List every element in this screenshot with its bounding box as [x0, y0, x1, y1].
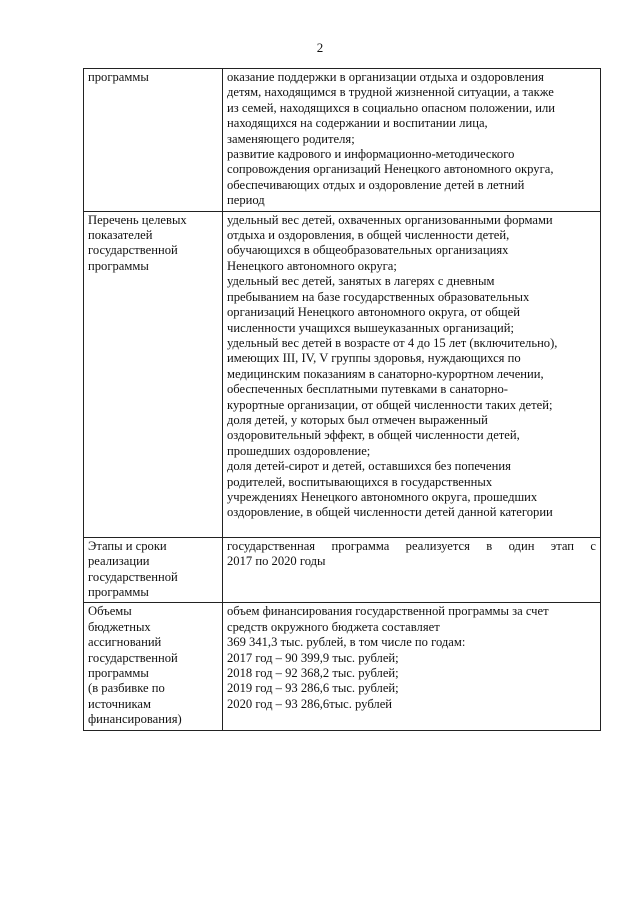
content-line: учреждениях Ненецкого автономного округа, прошедших [227, 489, 538, 504]
content-line: обучающихся в общеобразовательных организациях [227, 243, 509, 258]
content-line: 2020 год – 93 286,6тыс. рублей [227, 696, 393, 711]
label-line: Перечень целевых [88, 212, 187, 227]
content-line: сопровождения организаций Ненецкого автономного округа, [227, 162, 554, 177]
label-line: источникам [88, 696, 151, 711]
content-line: 2018 год – 92 368,2 тыс. рублей; [227, 666, 399, 681]
content-line: доля детей-сирот и детей, оставшихся без попечения [227, 459, 511, 474]
row-content [223, 603, 601, 730]
row-content [223, 537, 601, 603]
content-line: детям, находящимся в трудной жизненной ситуации, а также [227, 85, 554, 100]
row-label [84, 537, 223, 603]
table-row [84, 603, 601, 730]
content-line: 2019 год – 93 286,6 тыс. рублей; [227, 681, 399, 696]
content-line: оздоровительный эффект, в общей численности детей, [227, 428, 520, 443]
label-line: программы [88, 585, 149, 599]
label-line: государственной [88, 569, 178, 584]
content-line: обеспечивающих отдых и оздоровление детей в летний [227, 177, 525, 192]
label-line: программы [88, 666, 149, 681]
row-content [223, 69, 601, 212]
label-line: Объемы [88, 604, 132, 619]
label-line: программы [88, 70, 149, 84]
content-line: курортные организации, от общей численности таких детей; [227, 397, 553, 412]
content-line: развитие кадрового и информационно-методического [227, 147, 515, 162]
content-line: имеющих III, IV, V группы здоровья, нуждающихся по [227, 351, 521, 366]
label-line: ассигнований [88, 635, 162, 650]
content-line: период [227, 193, 265, 208]
content-line: численности учащихся вышеуказанных организаций; [227, 320, 514, 335]
label-line: финансирования) [88, 712, 182, 727]
label-line: бюджетных [88, 619, 151, 634]
content-line: Ненецкого автономного округа; [227, 258, 397, 273]
label-line: программы [88, 258, 149, 273]
content-line: прошедших оздоровление; [227, 443, 371, 458]
content-line: оздоровление, в общей численности детей данной категории [227, 505, 553, 520]
content-line: заменяющего родителя; [227, 131, 355, 146]
page-number: 2 [316, 40, 324, 55]
table-row [84, 537, 601, 603]
label-line: государственной [88, 243, 178, 258]
table-row [84, 69, 601, 212]
content-line: доля детей, у которых был отмечен выраженный [227, 412, 488, 427]
content-line: удельный вес детей в возрасте от 4 до 15 лет (включительно), [227, 335, 558, 350]
spacer [227, 521, 596, 535]
content-line: находящихся на содержании и воспитании лица, [227, 116, 488, 131]
program-passport-table [83, 68, 601, 731]
label-line: государственной [88, 650, 178, 665]
content-line: из семей, находящихся в социально опасном положении, или [227, 100, 556, 115]
label-line: показателей [88, 228, 153, 243]
table-row [84, 211, 601, 537]
content-line: удельный вес детей, занятых в лагерях с дневным [227, 274, 495, 289]
row-label [84, 69, 223, 212]
label-line: (в разбивке по [88, 681, 165, 696]
label-line: реализации [88, 554, 150, 569]
label-line: Этапы и сроки [88, 538, 167, 553]
row-content [223, 211, 601, 537]
content-line: объем финансирования государственной программы за счет [227, 604, 549, 619]
content-line: пребыванием на базе государственных образовательных [227, 289, 530, 304]
content-line: организаций Ненецкого автономного округа, от общей [227, 305, 520, 320]
content-line: медицинским показаниям в санаторно-курортном лечении, [227, 366, 544, 381]
content-line: удельный вес детей, охваченных организованными формами [227, 212, 553, 227]
content-line: родителей, воспитывающихся в государственных [227, 474, 493, 489]
content-line: оказание поддержки в организации отдыха и оздоровления [227, 70, 544, 84]
content-line: 2017 по 2020 годы [227, 554, 326, 569]
content-line: отдыха и оздоровления, в общей численности детей, [227, 228, 510, 243]
content-line: 369 341,3 тыс. рублей, в том числе по годам: [227, 635, 466, 650]
content-line: средств окружного бюджета составляет [227, 619, 440, 634]
content-line: 2017 год – 90 399,9 тыс. рублей; [227, 650, 399, 665]
row-label [84, 603, 223, 730]
content-line: государственная программа реализуется в один этап с [227, 538, 596, 553]
row-label [84, 211, 223, 537]
content-line: обеспеченных бесплатными путевками в санаторно- [227, 382, 508, 397]
